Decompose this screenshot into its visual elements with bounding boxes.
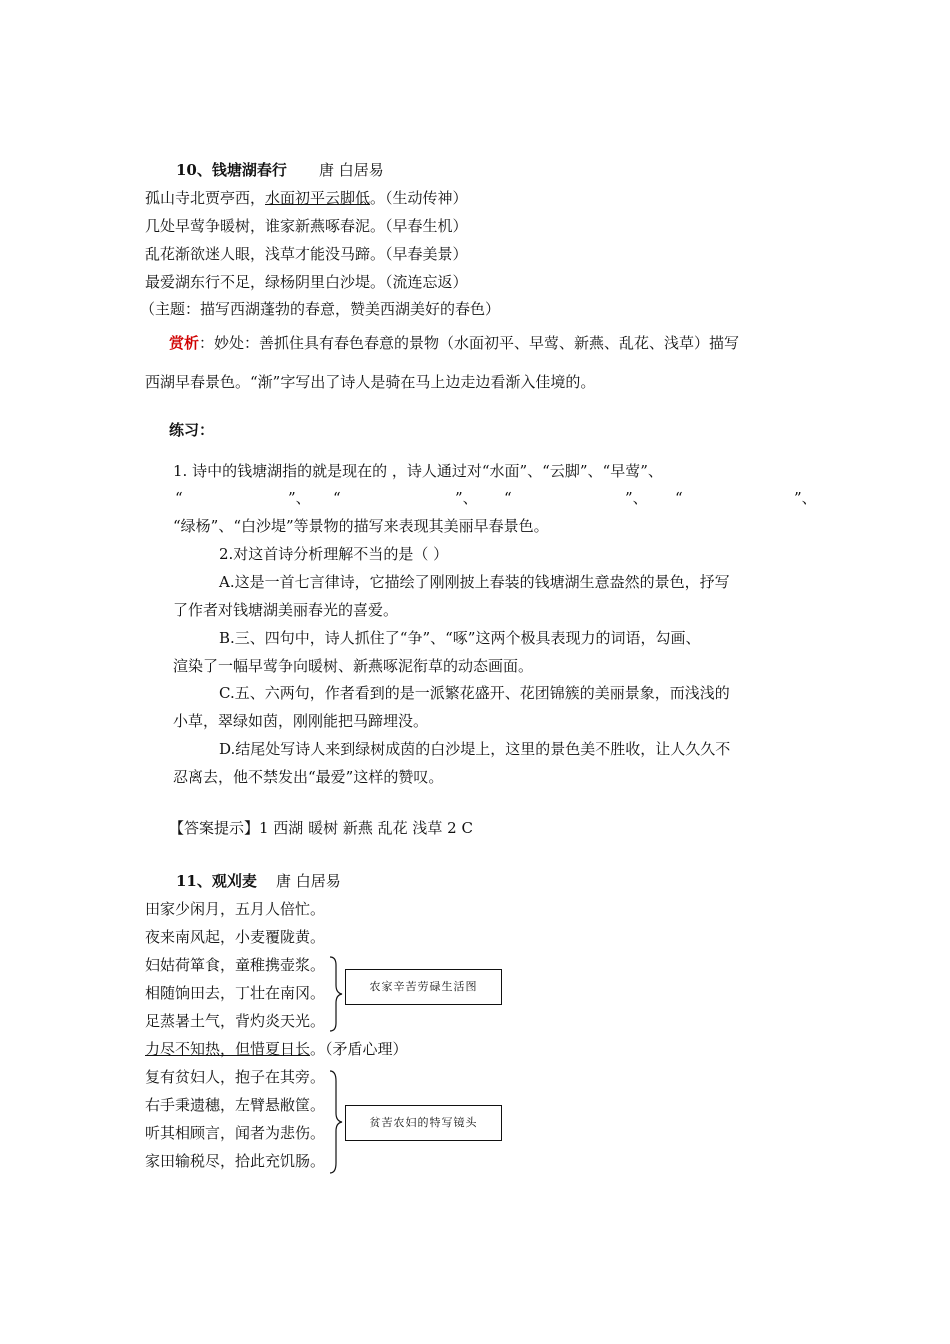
option-d-line-2: 忍离去，他不禁发出“最爱”这样的赞叹。 [173,768,444,786]
poem11-title: 11、观刈麦 [176,872,257,890]
poem10-theme: （主题：描写西湖蓬勃的春意，赞美西湖美好的春色） [140,300,501,318]
poem10-line-4: 最爱湖东行不足，绿杨阴里白沙堤。（流连忘返） [145,273,468,291]
poem10-author: 唐 白居易 [319,161,384,179]
poem10-line-2: 几处早莺争暖树，谁家新燕啄春泥。（早春生机） [145,217,468,235]
summary-box-2: 贫苦农妇的特写镜头 [345,1105,502,1141]
poem10-line-1: 孤山寺北贾亭西，水面初平云脚低。（生动传神） [145,189,468,207]
option-d-line-1: D.结尾处写诗人来到绿树成茵的白沙堤上，这里的景色美不胜收，让人久久不 [219,740,731,758]
poem11-line-6: 力尽不知热，但惜夏日长。（矛盾心理） [145,1040,408,1058]
poem11-line-9: 听其相顾言，闻者为悲伤。 [145,1124,326,1142]
poem11-line-8: 右手秉遗穗，左臂悬敝筐。 [145,1096,326,1114]
option-a-line-2: 了作者对钱塘湖美丽春光的喜爱。 [173,601,399,619]
poem11-line-7: 复有贫妇人，抱子在其旁。 [145,1068,326,1086]
poem10-title: 10、钱塘湖春行 [176,161,287,179]
answer-hint: 【答案提示】1 西湖 暖树 新燕 乱花 浅草 2 C [169,819,473,837]
q1-line-3: “绿杨”、“白沙堤”等景物的描写来表现其美丽早春景色。 [173,517,549,535]
poem11-line-4: 相随饷田去，丁壮在南冈。 [145,984,326,1002]
option-b-line-1: B.三、四句中，诗人抓住了“争”、“啄”这两个极具表现力的词语，勾画、 [219,629,701,647]
option-b-line-2: 渲染了一幅早莺争向暖树、新燕啄泥衔草的动态画面。 [173,657,534,675]
option-c-line-2: 小草，翠绿如茵，刚刚能把马蹄埋没。 [173,712,429,730]
q1-line-1: 1. 诗中的钱塘湖指的就是现在的 ，诗人通过对“水面”、“云脚”、“早莺”、 [173,462,663,480]
appreciation-line-2: 西湖早春景色。“渐”字写出了诗人是骑在马上边走边看渐入佳境的。 [145,373,596,391]
option-a-line-1: A.这是一首七言律诗，它描绘了刚刚披上春装的钱塘湖生意盎然的景色，抒写 [219,573,730,591]
poem11-line-10: 家田输税尽，拾此充饥肠。 [145,1152,326,1170]
option-c-line-1: C.五、六两句，作者看到的是一派繁花盛开、花团锦簇的美丽景象，而浅浅的 [219,684,730,702]
appreciation-line-1: 赏析：妙处：善抓住具有春色春意的景物（水面初平、早莺、新燕、乱花、浅草）描写 [169,334,740,352]
exercise-label: 练习： [169,421,215,439]
poem10-line-3: 乱花渐欲迷人眼，浅草才能没马蹄。（早春美景） [145,245,468,263]
poem11-line-2: 夜来南风起，小麦覆陇黄。 [145,928,326,946]
poem11-author: 唐 白居易 [276,872,341,890]
summary-box-1: 农家辛苦劳碌生活图 [345,969,502,1005]
poem11-line-5: 足蒸暑土气，背灼炎天光。 [145,1012,326,1030]
poem11-line-1: 田家少闲月，五月人倍忙。 [145,900,326,918]
q2-stem: 2.对这首诗分析理解不当的是（ ） [219,545,449,563]
poem11-line-3: 妇姑荷箪食，童稚携壶浆。 [145,956,326,974]
